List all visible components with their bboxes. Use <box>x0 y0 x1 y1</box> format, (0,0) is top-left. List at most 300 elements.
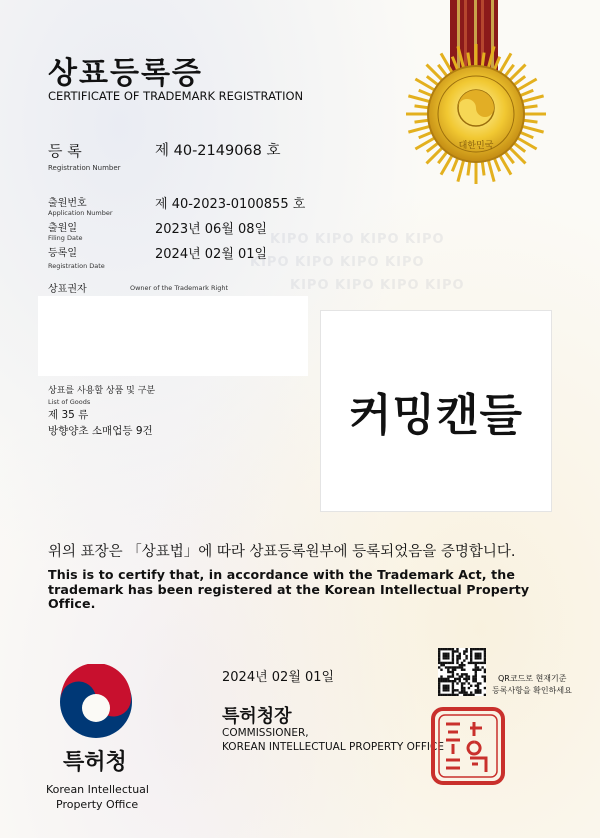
qr-module <box>454 680 456 682</box>
qr-module <box>452 662 454 664</box>
qr-module <box>447 680 449 682</box>
qr-module <box>459 675 461 677</box>
registration-date-label: 등록일 <box>48 248 77 259</box>
qr-module <box>477 662 479 664</box>
qr-module <box>468 682 470 684</box>
qr-module <box>463 673 465 675</box>
qr-module <box>479 657 481 659</box>
qr-module <box>477 666 479 668</box>
qr-module <box>456 678 458 680</box>
qr-module <box>447 689 449 691</box>
qr-module <box>459 691 461 693</box>
qr-module <box>456 666 458 668</box>
qr-module <box>452 682 454 684</box>
qr-module <box>445 648 447 650</box>
qr-module <box>454 678 456 680</box>
qr-module <box>472 675 474 677</box>
qr-module <box>475 673 477 675</box>
qr-module <box>456 650 458 652</box>
qr-module <box>461 685 463 687</box>
qr-module <box>475 671 477 673</box>
qr-module <box>438 685 440 687</box>
qr-module <box>463 691 465 693</box>
qr-module <box>477 657 479 659</box>
seal-ray <box>419 90 432 95</box>
qr-module <box>465 691 467 693</box>
qr-module <box>456 682 458 684</box>
qr-module <box>459 655 461 657</box>
qr-module <box>470 653 472 655</box>
qr-module <box>470 657 472 659</box>
filing-label-en: Filing Date <box>48 234 83 242</box>
qr-module <box>465 678 467 680</box>
seal-ray <box>482 53 484 67</box>
registration-date: 2024년 02월 01일 <box>155 247 268 262</box>
qr-module <box>454 666 456 668</box>
qr-module <box>484 680 486 682</box>
qr-code-icon[interactable] <box>438 648 486 696</box>
qr-module <box>479 655 481 657</box>
qr-module <box>484 687 486 689</box>
qr-module <box>477 653 479 655</box>
qr-module <box>459 653 461 655</box>
seal-ray <box>524 106 538 108</box>
trademark-image <box>320 310 552 512</box>
qr-module <box>443 662 445 664</box>
seal-text: 대한민국 <box>458 141 494 151</box>
qr-module <box>438 666 440 668</box>
qr-module <box>456 655 458 657</box>
qr-module <box>459 657 461 659</box>
qr-module <box>452 673 454 675</box>
qr-module <box>475 662 477 664</box>
watermark: KIPO KIPO KIPO KIPO <box>290 278 465 293</box>
certification-text-en: This is to certify that, in accordance with the Trademark Act, the trademark has been registered at the Korean Intellectual Property Office. <box>48 567 530 611</box>
qr-module <box>475 666 477 668</box>
qr-module <box>461 687 463 689</box>
qr-module <box>472 669 474 671</box>
filing-label: 출원일 <box>48 223 77 234</box>
qr-module <box>470 691 472 693</box>
qr-module <box>452 653 454 655</box>
qr-module <box>438 687 440 689</box>
qr-module <box>438 650 440 652</box>
seal-ray <box>415 106 429 108</box>
qr-module <box>468 694 470 696</box>
qr-module <box>472 694 474 696</box>
qr-module <box>470 685 472 687</box>
qr-module <box>463 687 465 689</box>
qr-module <box>465 675 467 677</box>
qr-module <box>475 675 477 677</box>
qr-module <box>438 680 440 682</box>
qr-module <box>456 673 458 675</box>
seal-ray <box>514 143 525 152</box>
qr-note-line2: 등록사항을 확인하세요 <box>492 686 572 695</box>
qr-module <box>479 689 481 691</box>
qr-module <box>438 678 440 680</box>
qr-module <box>470 694 472 696</box>
qr-module <box>443 694 445 696</box>
qr-module <box>440 648 442 650</box>
qr-module <box>452 685 454 687</box>
qr-module <box>463 678 465 680</box>
qr-module <box>445 657 447 659</box>
qr-module <box>475 657 477 659</box>
qr-module <box>449 671 451 673</box>
qr-module <box>475 648 477 650</box>
qr-module <box>461 669 463 671</box>
qr-module <box>443 653 445 655</box>
qr-module <box>447 694 449 696</box>
qr-module <box>440 680 442 682</box>
qr-module <box>465 657 467 659</box>
goods-items: 방향양초 소매업등 9건 <box>48 425 153 437</box>
qr-module <box>484 653 486 655</box>
qr-module <box>445 685 447 687</box>
seal-ray <box>505 152 514 163</box>
qr-module <box>459 678 461 680</box>
qr-module <box>459 680 461 682</box>
qr-module <box>479 669 481 671</box>
qr-module <box>447 648 449 650</box>
qr-note-line1: QR코드로 현재기준 <box>498 674 567 683</box>
qr-module <box>475 653 477 655</box>
qr-module <box>463 694 465 696</box>
qr-module <box>438 657 440 659</box>
qr-module <box>438 653 440 655</box>
qr-module <box>475 664 477 666</box>
qr-module <box>443 685 445 687</box>
goods-label: 상표를 사용할 상품 및 구분 <box>48 386 156 396</box>
qr-module <box>452 666 454 668</box>
qr-module <box>484 671 486 673</box>
qr-module <box>465 680 467 682</box>
qr-module <box>445 662 447 664</box>
qr-module <box>447 671 449 673</box>
seal-ray <box>415 120 429 122</box>
qr-module <box>447 662 449 664</box>
seal-ray <box>524 120 538 122</box>
qr-module <box>484 659 486 661</box>
seal-ray <box>452 57 457 70</box>
seal-ray <box>438 152 447 163</box>
registration-number: 제 40-2149068 호 <box>155 143 281 159</box>
qr-module <box>447 655 449 657</box>
application-label-en: Application Number <box>48 209 113 217</box>
qr-module <box>484 669 486 671</box>
certification-text-kr: 위의 표장은 「상표법」에 따라 상표등록원부에 등록되었음을 증명합니다. <box>48 544 516 560</box>
qr-module <box>443 664 445 666</box>
qr-module <box>443 657 445 659</box>
qr-module <box>468 678 470 680</box>
qr-module <box>452 669 454 671</box>
issue-date: 2024년 02월 01일 <box>222 670 335 685</box>
qr-module <box>484 694 486 696</box>
qr-module <box>479 653 481 655</box>
seal-ray <box>458 160 464 181</box>
qr-module <box>477 669 479 671</box>
qr-module <box>468 662 470 664</box>
qr-module <box>447 653 449 655</box>
qr-module <box>447 666 449 668</box>
seal-ray <box>494 158 499 171</box>
qr-module <box>454 669 456 671</box>
seal-ray <box>427 76 438 85</box>
qr-module <box>454 650 456 652</box>
qr-module <box>477 691 479 693</box>
qr-module <box>452 680 454 682</box>
kipo-logo-kr: 특허청 <box>63 750 127 775</box>
qr-module <box>461 682 463 684</box>
seal-ray <box>468 162 470 176</box>
qr-module <box>461 664 463 666</box>
page-title: 상표등록증 <box>48 56 203 91</box>
qr-module <box>440 675 442 677</box>
qr-module <box>463 669 465 671</box>
watermark: KIPO KIPO KIPO KIPO <box>250 255 425 270</box>
seal-ray <box>452 158 457 171</box>
qr-module <box>484 657 486 659</box>
qr-module <box>445 694 447 696</box>
qr-module <box>465 648 467 650</box>
qr-module <box>440 669 442 671</box>
qr-module <box>456 694 458 696</box>
qr-module <box>445 653 447 655</box>
qr-module <box>452 657 454 659</box>
issuer-en-line2: KOREAN INTELLECTUAL PROPERTY OFFICE <box>222 741 444 753</box>
seal-ray <box>408 96 429 102</box>
qr-module <box>440 678 442 680</box>
qr-module <box>459 664 461 666</box>
owner-redacted-area <box>38 296 308 376</box>
qr-module <box>452 691 454 693</box>
qr-module <box>445 689 447 691</box>
seal-ray <box>488 160 494 181</box>
seal-ray <box>419 132 432 137</box>
seal-ray <box>522 96 543 102</box>
qr-module <box>454 689 456 691</box>
qr-module <box>459 666 461 668</box>
qr-module <box>447 685 449 687</box>
qr-module <box>438 691 440 693</box>
qr-module <box>447 687 449 689</box>
seal-ray <box>505 65 514 76</box>
qr-module <box>438 648 440 650</box>
seal-ray <box>514 76 525 85</box>
qr-module <box>452 648 454 650</box>
gold-seal <box>398 44 554 184</box>
issuer-title: 특허청장 <box>222 706 292 727</box>
qr-module <box>447 669 449 671</box>
qr-module <box>484 662 486 664</box>
qr-module <box>461 675 463 677</box>
qr-module <box>468 687 470 689</box>
qr-module <box>447 678 449 680</box>
qr-module <box>475 689 477 691</box>
qr-module <box>449 648 451 650</box>
qr-module <box>472 678 474 680</box>
qr-module <box>440 662 442 664</box>
qr-module <box>477 655 479 657</box>
qr-module <box>452 650 454 652</box>
seal-ray <box>522 126 543 132</box>
qr-module <box>438 682 440 684</box>
qr-module <box>484 655 486 657</box>
qr-module <box>463 689 465 691</box>
registration-label: 등 록 <box>48 142 82 160</box>
qr-module <box>452 689 454 691</box>
kipo-logo-icon <box>58 664 134 740</box>
qr-module <box>452 694 454 696</box>
qr-module <box>481 662 483 664</box>
qr-module <box>438 689 440 691</box>
filing-date: 2023년 06월 08일 <box>155 222 268 237</box>
qr-module <box>461 691 463 693</box>
qr-module <box>463 650 465 652</box>
qr-module <box>461 666 463 668</box>
qr-module <box>475 655 477 657</box>
seal-ray <box>468 53 470 67</box>
qr-module <box>479 682 481 684</box>
qr-module <box>445 680 447 682</box>
qr-module <box>445 655 447 657</box>
qr-module <box>475 685 477 687</box>
qr-module <box>477 689 479 691</box>
qr-module <box>445 678 447 680</box>
qr-module <box>447 675 449 677</box>
qr-module <box>475 669 477 671</box>
qr-module <box>481 666 483 668</box>
qr-module <box>472 648 474 650</box>
qr-module <box>465 673 467 675</box>
application-label: 출원번호 <box>48 198 87 209</box>
qr-module <box>484 648 486 650</box>
trademark-text: 커밍캔들 <box>348 390 523 441</box>
qr-module <box>470 655 472 657</box>
qr-module <box>440 664 442 666</box>
qr-module <box>472 680 474 682</box>
qr-module <box>438 662 440 664</box>
seal-ray <box>520 90 533 95</box>
qr-module <box>475 680 477 682</box>
watermark: KIPO KIPO KIPO KIPO <box>270 232 445 247</box>
goods-class: 제 35 류 <box>48 409 89 421</box>
qr-module <box>445 666 447 668</box>
qr-module <box>479 662 481 664</box>
qr-module <box>456 648 458 650</box>
qr-module <box>445 687 447 689</box>
qr-module <box>484 675 486 677</box>
qr-module <box>452 655 454 657</box>
qr-module <box>461 662 463 664</box>
qr-module <box>481 675 483 677</box>
kipo-logo-en-line2: Property Office <box>56 798 139 811</box>
qr-module <box>484 650 486 652</box>
qr-module <box>452 659 454 661</box>
qr-module <box>470 659 472 661</box>
qr-module <box>477 648 479 650</box>
qr-module <box>443 687 445 689</box>
qr-module <box>470 662 472 664</box>
qr-module <box>443 689 445 691</box>
qr-module <box>443 655 445 657</box>
qr-module <box>438 659 440 661</box>
qr-module <box>456 662 458 664</box>
qr-module <box>456 659 458 661</box>
qr-module <box>449 694 451 696</box>
qr-module <box>447 657 449 659</box>
registration-label-en: Registration Number <box>48 164 121 172</box>
qr-module <box>463 659 465 661</box>
qr-module <box>463 664 465 666</box>
seal-ray <box>488 46 494 67</box>
seal-ray <box>408 126 429 132</box>
qr-module <box>484 678 486 680</box>
qr-module <box>452 687 454 689</box>
qr-module <box>454 694 456 696</box>
qr-module <box>481 648 483 650</box>
qr-module <box>461 689 463 691</box>
qr-module <box>479 691 481 693</box>
qr-module <box>470 650 472 652</box>
qr-module <box>477 687 479 689</box>
seal-ray <box>438 65 447 76</box>
qr-module <box>443 680 445 682</box>
seal-ray <box>458 46 464 67</box>
qr-module <box>465 694 467 696</box>
qr-module <box>475 691 477 693</box>
page-subtitle: CERTIFICATE OF TRADEMARK REGISTRATION <box>48 89 304 103</box>
registration-date-label-en: Registration Date <box>48 262 105 270</box>
qr-module <box>479 648 481 650</box>
seal-ray <box>482 162 484 176</box>
application-number: 제 40-2023-0100855 호 <box>155 197 306 212</box>
seal-ray <box>520 132 533 137</box>
seal-ray <box>494 57 499 70</box>
qr-module <box>475 678 477 680</box>
qr-module <box>461 673 463 675</box>
qr-module <box>438 694 440 696</box>
qr-module <box>468 675 470 677</box>
qr-module <box>449 675 451 677</box>
qr-module <box>472 662 474 664</box>
qr-module <box>477 685 479 687</box>
qr-module <box>440 694 442 696</box>
qr-module <box>463 653 465 655</box>
qr-module <box>443 678 445 680</box>
qr-module <box>452 675 454 677</box>
seal-ray <box>427 143 438 152</box>
qr-module <box>463 682 465 684</box>
qr-module <box>477 682 479 684</box>
qr-module <box>465 650 467 652</box>
qr-module <box>470 648 472 650</box>
owner-label-en: Owner of the Trademark Right <box>130 284 229 292</box>
issuer-en-line1: COMMISSIONER, <box>222 727 309 739</box>
qr-module <box>438 655 440 657</box>
qr-module <box>449 662 451 664</box>
official-stamp-icon <box>430 706 506 786</box>
qr-module <box>456 689 458 691</box>
qr-module <box>456 657 458 659</box>
owner-label: 상표권자 <box>48 284 87 295</box>
goods-label-en: List of Goods <box>48 398 91 406</box>
qr-module <box>449 680 451 682</box>
qr-module <box>452 671 454 673</box>
qr-module <box>449 666 451 668</box>
qr-module <box>443 648 445 650</box>
